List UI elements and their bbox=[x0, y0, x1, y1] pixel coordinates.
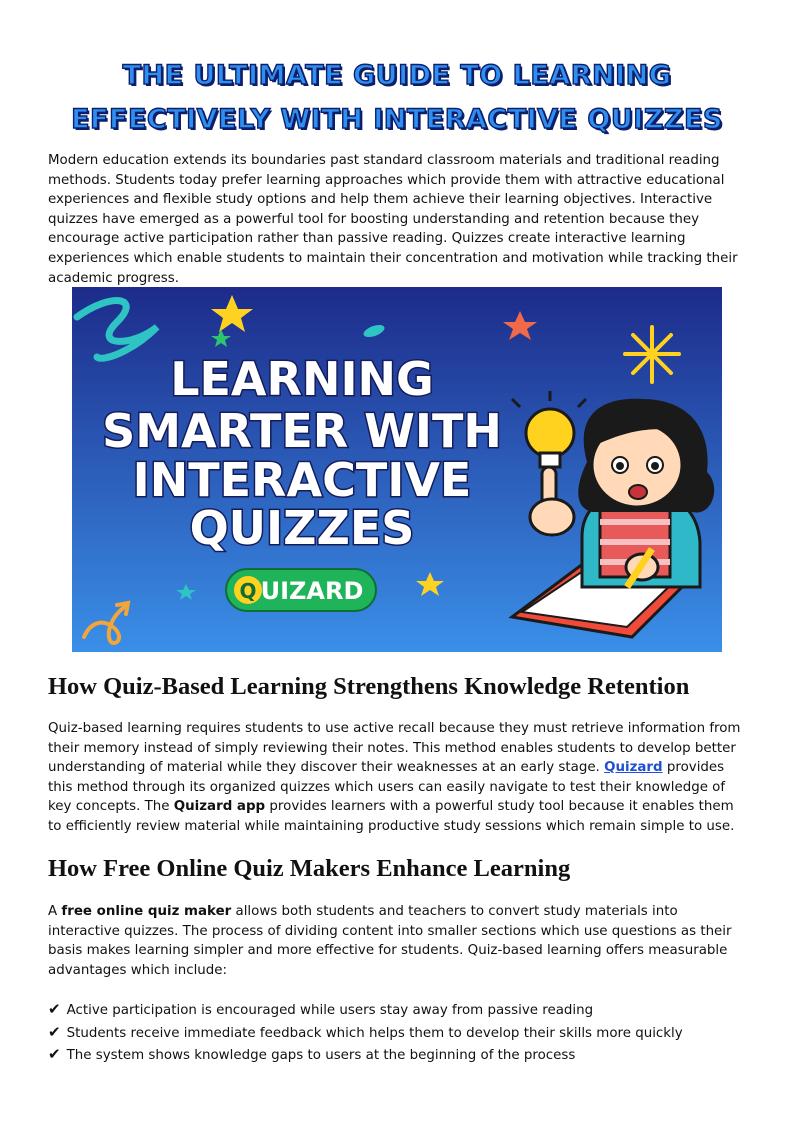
quizard-app-bold: Quizard app bbox=[173, 799, 266, 815]
list-item-text: The system shows knowledge gaps to users at the beginning of the process bbox=[66, 1048, 576, 1063]
banner-image bbox=[72, 287, 722, 652]
list-item bbox=[48, 999, 768, 1022]
retention-paragraph bbox=[48, 719, 748, 837]
page-title bbox=[0, 54, 794, 142]
list-item bbox=[48, 1022, 768, 1045]
title-line-2: EFFECTIVELY WITH INTERACTIVE QUIZZES bbox=[71, 104, 723, 135]
quizard-logo bbox=[226, 569, 376, 611]
title-line-1: THE ULTIMATE GUIDE TO LEARNING bbox=[122, 60, 672, 91]
banner-line-2: SMARTER WITH bbox=[102, 404, 502, 458]
section-heading-quiz-makers: How Free Online Quiz Makers Enhance Learning bbox=[48, 855, 571, 882]
retention-text-a: Quiz-based learning requires students to use active recall because they must retrieve information from their memory instead of simply reviewing their notes. This method enables students to develop better understanding of material while they discover their weaknesses at an early stage. bbox=[48, 721, 741, 776]
sparkle-icon bbox=[625, 327, 679, 382]
quiz-makers-text-a: A bbox=[48, 904, 62, 919]
retention-text-b: provides this method through its organized quizzes which users can easily navigate to test their knowledge of key concepts. The bbox=[48, 760, 726, 815]
list-item bbox=[48, 1044, 768, 1067]
benefits-list bbox=[48, 999, 768, 1067]
banner-line-4: QUIZZES bbox=[189, 501, 415, 555]
banner-line-1: LEARNING bbox=[170, 352, 434, 406]
list-item-text: Students receive immediate feedback which helps them to develop their skills more quickly bbox=[66, 1025, 683, 1041]
logo-text: UIZARD bbox=[260, 577, 364, 605]
section-heading-retention: How Quiz-Based Learning Strengthens Knowledge Retention bbox=[48, 673, 690, 700]
quiz-makers-text-b: allows both students and teachers to convert study materials into interactive quizzes. The process of dividing content into smaller sections which use questions as their basis makes learning simpler and more effective for students. Quiz-based learning offers measurable advantages which include: bbox=[48, 904, 732, 978]
list-item-text: Active participation is encouraged while users stay away from passive reading bbox=[66, 1003, 594, 1018]
quiz-maker-bold: free online quiz maker bbox=[61, 904, 232, 919]
checkmark-icon: ✔ bbox=[48, 1045, 61, 1063]
checkmark-icon: ✔ bbox=[48, 1022, 61, 1041]
intro-paragraph: Modern education extends its boundaries past standard classroom materials and traditional reading methods. Students today prefer learning approaches which provide them with attractive educational experiences and flexible study options and help them achieve their learning objectives. Interactive quizzes have emerged as a powerful tool for boosting understanding and retention because they encourage active participation rather than passive reading. Quizzes create interactive learning experiences which enable students to maintain their concentration and motivation while tracking their academic progress. bbox=[48, 153, 738, 286]
quiz-makers-paragraph bbox=[48, 902, 748, 980]
retention-text-c: provides learners with a powerful study tool because it enables them to efficiently review material while maintaining productive study sessions which remain simple to use. bbox=[48, 799, 735, 834]
quizard-link[interactable]: Quizard bbox=[604, 760, 663, 776]
checkmark-icon: ✔ bbox=[48, 1000, 61, 1018]
banner-line-3: INTERACTIVE bbox=[132, 453, 472, 507]
logo-letter: Q bbox=[239, 579, 257, 603]
